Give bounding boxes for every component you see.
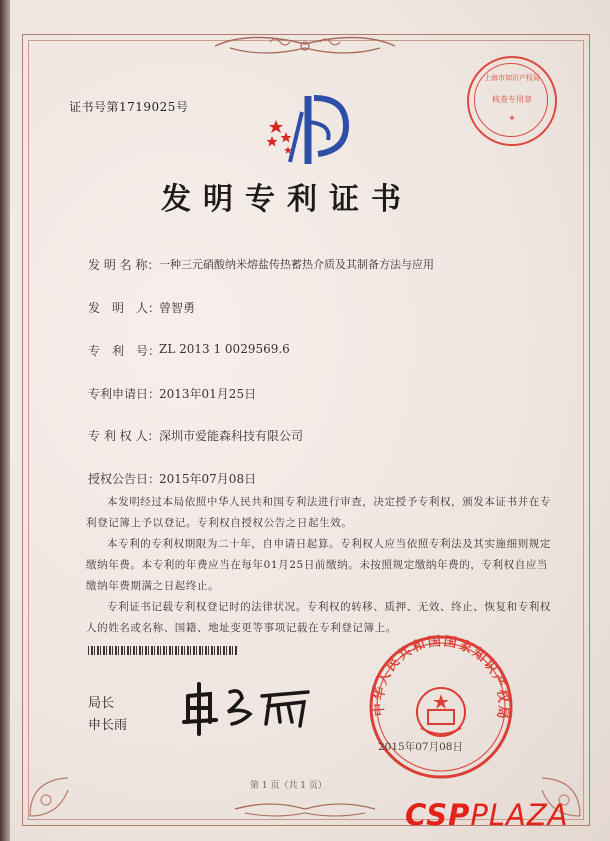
document-title: 发明专利证书 bbox=[161, 182, 413, 217]
page-footer: 第 1 页（共 1 页） bbox=[250, 781, 327, 791]
seal-date: 2015年07月08日 bbox=[378, 741, 463, 753]
field-label-inventor: 发 明 人： bbox=[88, 301, 161, 315]
patent-office-emblem-icon bbox=[262, 92, 352, 168]
field-value-invention-name: 一种三元硝酸纳米熔盐传热蓄热介质及其制备方法与应用 bbox=[159, 258, 434, 271]
verification-stamp bbox=[467, 56, 557, 146]
corner-ornament-bottom-left bbox=[28, 760, 88, 818]
certificate-number: 证书号第1719025号 bbox=[69, 100, 189, 114]
watermark-csp: CSP bbox=[405, 798, 471, 832]
barcode bbox=[88, 646, 238, 655]
stamp-lettering: 上海市知识产权局 bbox=[484, 74, 540, 82]
field-value-application-date: 2013年01月25日 bbox=[159, 387, 257, 401]
signatory-name: 申长雨 bbox=[88, 718, 128, 733]
stamp-lettering: 核查专用章 bbox=[492, 95, 532, 104]
field-value-patentee: 深圳市爱能森科技有限公司 bbox=[159, 429, 304, 443]
body-paragraph: 本专利的专利权期限为二十年，自申请日起算。专利权人应当依照专利法及其实施细则规定缴纳年费。本专利的年费应当在每年01月25日前缴纳。未按照规定缴纳年费的，专利权自应当缴纳年费期满之日起终止。 bbox=[86, 538, 551, 592]
official-seal bbox=[366, 632, 516, 782]
field-label-application-date: 专利申请日： bbox=[88, 387, 161, 401]
top-ornament bbox=[210, 34, 400, 64]
watermark-plaza: PLAZA bbox=[470, 798, 569, 832]
field-label-invention-name: 发 明 名 称： bbox=[88, 258, 160, 272]
bottom-ornament bbox=[230, 797, 380, 821]
watermark-logo bbox=[405, 798, 569, 832]
field-label-grant-date: 授权公告日： bbox=[88, 472, 161, 486]
field-value-patent-number: ZL 2013 1 0029569.6 bbox=[159, 342, 290, 356]
signature-title: 局长 bbox=[88, 696, 115, 711]
field-value-inventor: 曾智勇 bbox=[159, 301, 196, 315]
stamp-lettering: ★ bbox=[508, 114, 516, 122]
left-edge-shadow bbox=[0, 0, 10, 841]
body-paragraph: 专利证书记载专利权登记时的法律状况。专利权的转移、质押、无效、终止、恢复和专利权人的姓名或名称、国籍、地址变更等事项记载在专利登记簿上。 bbox=[86, 601, 551, 634]
body-paragraph: 本发明经过本局依照中华人民共和国专利法进行审查，决定授予专利权，颁发本证书并在专利登记簿上予以登记。专利权自授权公告之日起生效。 bbox=[86, 496, 551, 529]
handwritten-signature bbox=[180, 678, 320, 738]
field-label-patent-number: 专 利 号： bbox=[88, 344, 161, 358]
field-label-patentee: 专 利 权 人： bbox=[88, 429, 160, 443]
seal-lettering: 中华人民共和国国家知识产权局 bbox=[371, 634, 511, 722]
field-value-grant-date: 2015年07月08日 bbox=[159, 472, 257, 486]
